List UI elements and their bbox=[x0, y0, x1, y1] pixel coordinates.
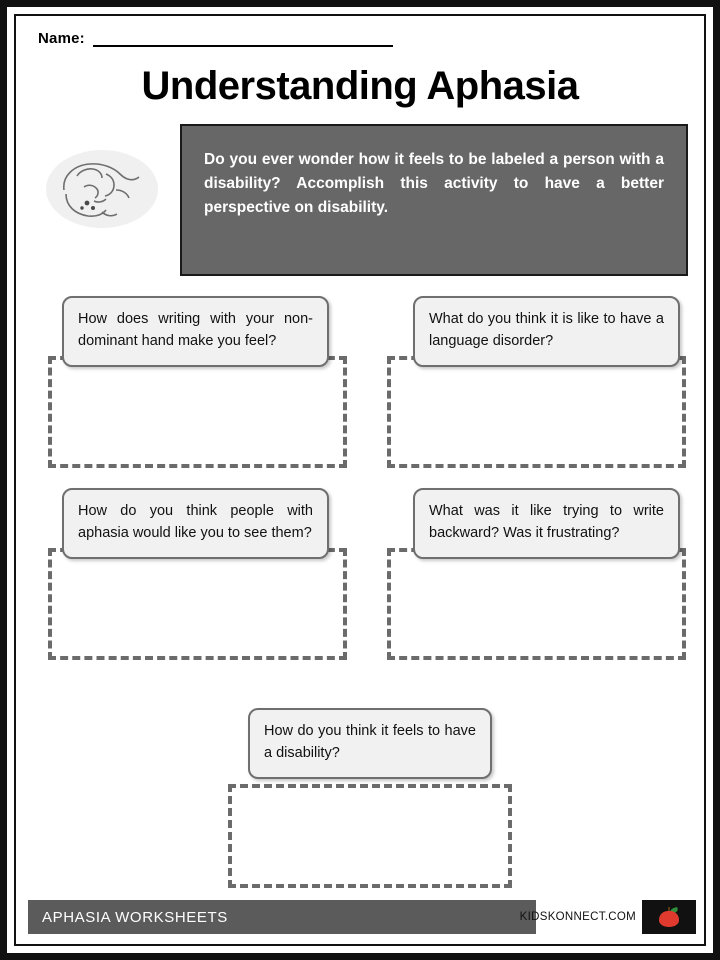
worksheet-inner-frame bbox=[14, 14, 706, 946]
answer-area-3[interactable] bbox=[48, 548, 347, 660]
question-row-2 bbox=[38, 480, 694, 672]
question-cell-5 bbox=[16, 696, 704, 896]
answer-area-4[interactable] bbox=[387, 548, 686, 660]
footer bbox=[28, 900, 704, 934]
answer-area-5[interactable] bbox=[228, 784, 512, 888]
name-label: Name: bbox=[38, 30, 85, 47]
question-text-1: How does writing with your non-dominant hand make you feel? bbox=[78, 311, 313, 349]
question-bubble-5 bbox=[248, 708, 492, 779]
question-grid bbox=[38, 288, 694, 672]
question-cell-1 bbox=[38, 288, 355, 480]
brain-illustration-icon bbox=[44, 146, 160, 232]
apple-body bbox=[659, 911, 679, 927]
page-title: Understanding Aphasia bbox=[141, 64, 579, 108]
question-cell-3 bbox=[38, 480, 355, 672]
name-field-row bbox=[38, 30, 393, 47]
question-text-4: What was it like trying to write backward? Was it frustrating? bbox=[429, 503, 664, 541]
answer-area-1[interactable] bbox=[48, 356, 347, 468]
name-input-line[interactable] bbox=[93, 33, 393, 47]
question-bubble-3 bbox=[62, 488, 329, 559]
question-bubble-4 bbox=[413, 488, 680, 559]
footer-site-label: KIDSKONNECT.COM bbox=[519, 911, 636, 923]
intro-callout-box bbox=[180, 124, 688, 276]
question-text-2: What do you think it is like to have a language disorder? bbox=[429, 311, 664, 349]
question-cell-2 bbox=[377, 288, 694, 480]
answer-area-2[interactable] bbox=[387, 356, 686, 468]
intro-section bbox=[38, 124, 694, 276]
apple-shape bbox=[659, 907, 679, 927]
question-row-1 bbox=[38, 288, 694, 480]
question-bubble-2 bbox=[413, 296, 680, 367]
question-text-5: How do you think it feels to have a disability? bbox=[264, 723, 476, 761]
question-bubble-1 bbox=[62, 296, 329, 367]
footer-worksheet-label: APHASIA WORKSHEETS bbox=[28, 900, 536, 934]
question-text-3: How do you think people with aphasia would like you to see them? bbox=[78, 503, 313, 541]
question-cell-4 bbox=[377, 480, 694, 672]
intro-text: Do you ever wonder how it feels to be labeled a person with a disability? Accomplish this activity to have a better perspective on disability. bbox=[204, 151, 664, 217]
apple-logo-icon bbox=[642, 900, 696, 934]
